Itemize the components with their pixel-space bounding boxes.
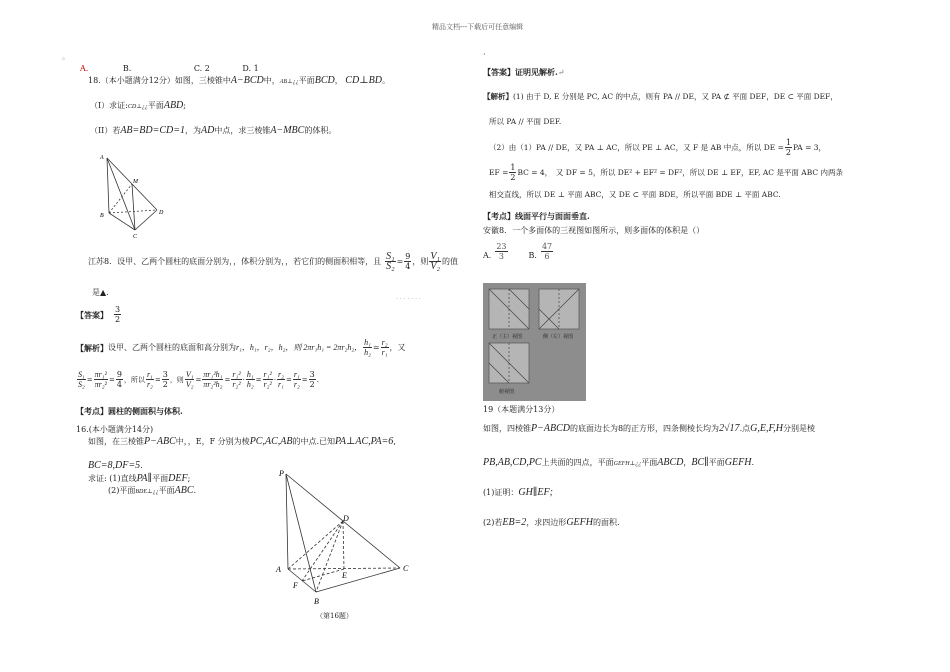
- q16-l1m2: PC,AC,AB: [249, 436, 293, 447]
- q19-l1c: .点: [739, 424, 751, 433]
- frac-h: [246, 370, 255, 389]
- q18-figure: [95, 150, 175, 240]
- three-views-image: [483, 283, 586, 401]
- q16-solution-p1: [483, 92, 838, 102]
- q19-l4c: 的面积.: [592, 518, 620, 527]
- frac-s-num: S₁: [78, 370, 85, 379]
- js8-dots: . . . . . . .: [396, 294, 421, 301]
- q19-l1m2: 2√17: [719, 423, 740, 434]
- frac-v-den: V₂: [185, 380, 194, 389]
- q16-l4c: .: [193, 486, 197, 495]
- js8-frac-v-num: V₁: [430, 251, 440, 262]
- q19-line-3: [483, 488, 553, 498]
- q16-solution-p3-num: 1: [510, 163, 516, 172]
- frac-r2b-den: r₂²: [263, 380, 272, 389]
- js8-answer-frac: [114, 305, 121, 324]
- q16-answer: [483, 67, 565, 78]
- q18-p2-math-3: A−MBC: [270, 125, 305, 136]
- frac-32b-den: 2: [309, 380, 315, 389]
- q19-l4m: EB=2: [502, 517, 527, 528]
- js8-solution-vars: r₁，h₁，r₂，h₂，则 2πr₁h₁ = 2πr₂h₂，: [236, 342, 363, 352]
- ah8-option-a-frac: [495, 242, 507, 261]
- js8-solution-you: ，又: [389, 342, 406, 352]
- frac-h-den: h₂: [246, 380, 254, 389]
- frac-94-den: 4: [116, 380, 122, 389]
- q18-math-3: BCD: [314, 75, 335, 86]
- frac-32b-num: 3: [309, 370, 315, 379]
- q16-title: 16.(本小题满分14分): [76, 425, 154, 434]
- frac-pir-den: πr₂²: [94, 380, 107, 389]
- q16-l1a: 如图，在三棱锥: [88, 437, 144, 446]
- js8-solution-frac-h-den: h₂: [364, 348, 371, 357]
- q16-fig-label-c: C: [403, 564, 409, 573]
- q16-l3m2: DEF: [168, 473, 188, 484]
- frac-r1r2-den: r₂: [293, 380, 300, 389]
- q16-answer-label: 【答案】: [483, 67, 515, 77]
- js8-frac-v-den: V₂: [430, 261, 440, 272]
- q16-l3c: ;: [187, 474, 191, 483]
- q16-fig-label-e: E: [342, 571, 347, 580]
- q16-fig-label-b: B: [314, 597, 319, 606]
- ah8-options: [483, 242, 554, 261]
- js8-kaodian-text: 圆柱的侧面积与体积.: [108, 406, 183, 416]
- js8-frac-94-num: 9: [405, 252, 411, 261]
- q19-l3m: GH∥EF;: [518, 487, 553, 498]
- ah8-stem: 安徽8．一个多面体的三视图如图所示，则多面体的体积是（）: [483, 226, 705, 235]
- q16-fig-label-f: F: [293, 581, 298, 590]
- q19-l2b: 平面: [641, 458, 658, 467]
- top-view-caption: 俯视图: [499, 390, 515, 395]
- js8-line-2: 是▲.: [92, 288, 109, 297]
- q16-fig-label-d: D: [343, 514, 349, 523]
- q16-caption: （第16题）: [316, 612, 353, 620]
- ah8-option-b-num: 47: [541, 242, 553, 251]
- frac-pirh: [202, 370, 223, 389]
- option-a: A.: [80, 64, 89, 73]
- js8-solution-line-2: $\frac{\text{S₁}}{\text{S₂}}$ = $\frac{\text{πr₁²}}{\text{πr₂²}}$ = $\frac{9}{4}$ ，所以 $\frac{\text{r₁}}{\text{r₂}}$ = $\frac{3}{2}$ ，则 $\frac{\text{V₁}}{\text{V₂}}$ = $\frac{\text{πr₁²h₁}}{\text{πr₂²h₂}}$ = $\frac{\text{r₁²}}{\text{r₂²}}$ · $\frac{\text{h₁}}{\text{h₂}}$ = $\frac{\text{r₁²}}{\text{r₂²}}$ · $\frac{\text{r₂}}{\text{r₁}}$ = $\frac{\text{r₁}}{\text{r₂}}$ = $\frac{3}{2}$ .: [78, 370, 319, 389]
- q19-line-2: [483, 458, 754, 469]
- frac-r: [146, 370, 154, 389]
- q19-l2m5: GEFH: [724, 457, 752, 468]
- q16-l1b: 中，，E，F 分别为棱: [175, 437, 250, 446]
- q16-kaodian-text: 线面平行与面面垂直.: [515, 211, 590, 221]
- js8-stem: [88, 252, 458, 271]
- q16-solution-p4: 相交直线，所以 DE ⊥ 平面 ABC，又 DE ⊂ 平面 BDE，所以平面 BDE ⊥ 平面 ABC.: [489, 190, 781, 199]
- q18-intro: 18.（本小题满分12分）如图，三棱锥中: [88, 76, 231, 85]
- q16-answer-text: 证明见解析.: [515, 67, 558, 77]
- frac-32a-num: 3: [162, 370, 168, 379]
- q19-l2e: .: [751, 458, 754, 467]
- frac-r2: [231, 370, 241, 389]
- q16-l1c: 的中点.已知: [292, 437, 336, 446]
- js8-solution-frac-r-num: r₂: [381, 338, 388, 347]
- q18-p2-mid-2: 中点，求三棱锥: [214, 126, 271, 135]
- q19-l2a: 上共面的四点，平面: [541, 458, 614, 467]
- q19-l4b: ，求四边形: [526, 518, 567, 527]
- q16-solution-p2-end: PA = 3，: [792, 142, 827, 152]
- ah8-option-b-frac: [541, 242, 553, 261]
- js8-solution-frac-h: [363, 338, 372, 357]
- corner-mark-left: 。: [62, 52, 70, 61]
- ah8-option-a-num: 23: [496, 242, 507, 251]
- js8-frac-s: [385, 252, 395, 271]
- q18-end: 。: [381, 76, 390, 85]
- frac-s: [77, 370, 86, 389]
- q16-solution-p2-text: （2）由（1）PA // DE，又 PA ⊥ AC，所以 PE ⊥ AC，又 F 是 AB 中点，所以 DE =: [489, 142, 784, 152]
- q16-solution-p3-frac: [509, 163, 516, 182]
- q16-l1m3: PA⊥AC,PA=6: [335, 436, 394, 447]
- q19-line-4: [483, 518, 620, 528]
- js8-frac-s-num: S₁: [386, 251, 395, 262]
- option-b: B.: [122, 64, 132, 73]
- q18-fig-label-a: A: [100, 155, 104, 161]
- js8-suoyi: ，所以: [123, 375, 145, 384]
- q18-mid: 中，: [263, 76, 280, 85]
- q19-l1b: 的底面边长为8的正方形，四条侧棱长均为: [569, 424, 720, 433]
- q18-p1-label: （I）求证:: [90, 101, 128, 110]
- q18-math-1: A−BCD: [230, 75, 264, 86]
- frac-r2-den: r₂²: [232, 380, 241, 389]
- q18-p2-math-2: AD: [201, 125, 215, 136]
- q16-line-1: [88, 437, 396, 447]
- q19-line-1: [483, 424, 815, 434]
- q16-solution-p2-num: 1: [785, 138, 791, 147]
- js8-solution-end: .: [316, 375, 319, 384]
- ah8-option-a-den: 3: [498, 252, 504, 261]
- answer-options: [80, 64, 259, 74]
- q18-p2-end: 的体积。: [304, 126, 337, 135]
- q19-l3a: (1)证明：: [483, 488, 519, 497]
- q16-solution-p1b: 所以 PA // 平面 DEF.: [489, 117, 562, 126]
- frac-pirh-num: πr₁²h₁: [203, 370, 223, 379]
- frac-r2-num: r₁²: [232, 370, 241, 379]
- q19-l1a: 如图，四棱锥: [483, 424, 531, 433]
- q19-l2m2: GEFH⊥¿¿: [613, 461, 642, 467]
- q18-part-2: [90, 126, 336, 136]
- frac-rr-num: r₂: [278, 370, 284, 379]
- q18-fig-label-d: D: [159, 210, 164, 216]
- js8-solution-line-1: 【解析】 设甲、乙两个圆柱的底面和高分别为 r₁，h₁，r₂，h₂，则 2πr₁h₁ = 2πr₂h₂， $\frac{\text{h₁}}{\text{h₂}}$ = $\frac{\text{r₂}}{\text{r₁}}$ ，又: [76, 338, 406, 357]
- js8-answer: [76, 305, 122, 324]
- q19-l1m3: G,E,F,H: [750, 423, 783, 434]
- q18-p2-label: （II）若: [90, 126, 121, 135]
- q16-line-2: [88, 461, 143, 471]
- ah8-option-b-den: 6: [544, 252, 550, 261]
- q16-kaodian: [483, 211, 590, 222]
- q18-p1-math-2: ABD: [163, 100, 184, 111]
- page-header: 精品文档---下载后可任意编辑: [432, 23, 524, 31]
- q18-p1-end: ;: [183, 101, 186, 110]
- q19-l4m2: GEFH: [566, 517, 593, 528]
- frac-rr-den: r₁: [278, 380, 284, 389]
- option-d: D. 1: [242, 64, 259, 73]
- frac-32a-den: 2: [162, 380, 168, 389]
- js8-kaodian: [76, 406, 183, 417]
- js8-eq: =: [396, 256, 404, 266]
- q16-fig-label-p: P: [279, 469, 284, 478]
- q18-stem: 18.（本小题满分12分）如图，三棱锥中A−BCD中，AB⊥¿¿平面BCD， CD⊥BD。: [88, 75, 390, 86]
- js8-answer-num: 3: [115, 305, 121, 314]
- q16-line-3: [88, 474, 190, 484]
- q16-solution-p3a: EF =: [489, 167, 509, 177]
- js8-solution-label: 【解析】: [76, 342, 108, 353]
- frac-pir-num: πr₁²: [94, 370, 107, 379]
- q16-l3m: PA∥: [136, 473, 153, 484]
- q18-p1-plane: 平面: [147, 101, 164, 110]
- js8-tail: 的值: [441, 256, 458, 266]
- q16-l1m: P−ABC: [144, 436, 176, 447]
- js8-solution-frac-r: [381, 338, 389, 357]
- q18-p2-math: AB=BD=CD=1: [120, 125, 186, 136]
- js8-solution-frac-h-num: h₁: [364, 338, 371, 347]
- frac-pirh-den: πr₂²h₂: [203, 380, 223, 389]
- q16-kaodian-label: 【考点】: [483, 211, 515, 221]
- q19-l2m3: ABCD: [657, 457, 684, 468]
- frac-94-num: 9: [116, 370, 122, 379]
- q16-solution-label: 【解析】: [483, 92, 513, 101]
- ah8-option-a-label: A.: [483, 251, 492, 260]
- q16-solution-p2-frac: [785, 138, 792, 157]
- frac-rr: [277, 370, 285, 389]
- js8-frac-s-den: S₂: [386, 261, 395, 272]
- frac-pir: [94, 370, 108, 389]
- q19-l1m: P−ABCD: [531, 423, 570, 434]
- q16-figure: [270, 464, 420, 614]
- option-c: C. 2: [193, 64, 210, 73]
- js8-frac-94: [404, 252, 411, 271]
- q16-l4m2: ABC: [174, 485, 194, 496]
- q16-solution-p3-den: 2: [510, 173, 516, 182]
- frac-94: [116, 370, 123, 389]
- js8-kaodian-label: 【考点】: [76, 406, 108, 416]
- frac-r1r2-num: r₁: [293, 370, 300, 379]
- q16-solution-p2-den: 2: [785, 148, 791, 157]
- q18-math-4: CD⊥BD: [345, 75, 382, 86]
- q19-l2m4: BC∥: [691, 457, 709, 468]
- q16-l3a: 求证: (1)直线: [88, 474, 137, 483]
- js8-ze: ，则: [169, 375, 184, 384]
- frac-s-den: S₂: [78, 380, 85, 389]
- q16-l1d: ,: [393, 437, 396, 446]
- q18-part-1: [90, 101, 186, 112]
- q18-fig-label-c: C: [133, 234, 138, 240]
- q19-l2c: ，: [683, 458, 692, 467]
- frac-r-num: r₁: [146, 370, 153, 379]
- q19-title: 19（本题满分13分）: [483, 405, 560, 414]
- q18-fig-label-m: M: [133, 179, 138, 185]
- front-view-caption: 正（主）视图: [492, 335, 523, 340]
- return-mark-icon: ↵: [557, 68, 565, 77]
- js8-answer-label: 【答案】: [76, 309, 108, 320]
- frac-v: [185, 370, 195, 389]
- frac-v-num: V₁: [185, 370, 194, 379]
- js8-frac-v: [429, 252, 441, 271]
- js8-frac-94-den: 4: [405, 262, 411, 271]
- js8-solution-frac-r-den: r₁: [381, 348, 388, 357]
- q16-solution-p3: [489, 163, 843, 182]
- frac-r2b-num: r₁²: [263, 370, 272, 379]
- frac-r2b: [263, 370, 273, 389]
- q16-l2m: BC=8,DF=5: [88, 460, 141, 471]
- q18-math-2: AB⊥¿¿: [279, 79, 299, 85]
- ah8-option-b-label: B.: [528, 251, 537, 260]
- js8-answer-den: 2: [115, 315, 121, 324]
- q18-fig-label-b: B: [100, 213, 104, 219]
- q19-l2m: PB,AB,CD,PC: [483, 457, 542, 468]
- corner-mark-right: ‘: [483, 52, 486, 61]
- frac-r1r2: [293, 370, 301, 389]
- js8-solution-text: 设甲、乙两个圆柱的底面和高分别为: [108, 342, 236, 352]
- q16-solution-p1-text: (1) 由于 D, E 分别是 PC, AC 的中点，则有 PA // DE，又 PA ⊄ 平面 DEF，DE ⊂ 平面 DEF，: [513, 92, 838, 101]
- q16-l2d: .: [140, 461, 143, 470]
- q19-l2d: 平面: [708, 458, 725, 467]
- q16-l4m: BDE⊥¿¿: [135, 489, 159, 495]
- frac-r-den: r₂: [146, 380, 153, 389]
- q18-plane: 平面: [298, 76, 315, 85]
- js8-text: 江苏8．设甲、乙两个圆柱的底面分别为，，体积分别为，，若它们的侧面积相等，且: [88, 256, 382, 266]
- q18-p2-mid: ，为: [185, 126, 202, 135]
- q16-fig-label-a: A: [276, 565, 281, 574]
- q16-l3b: 平面: [152, 474, 169, 483]
- q19-l4a: (2)若: [483, 518, 503, 527]
- js8-then: ，则: [412, 256, 429, 266]
- q16-l4b: 平面: [158, 486, 175, 495]
- q16-solution-p3b: BC = 4， 又 DF = 5，所以 DE² + EF² = DF²，所以 DE ⊥ EF，EF, AC 是平面 ABC 内两条: [517, 167, 843, 177]
- q16-solution-p2: [489, 138, 826, 157]
- q18-p1-math: CD⊥¿¿: [127, 104, 148, 110]
- q16-l4a: (2)平面: [108, 486, 136, 495]
- q19-l1d: 分别是棱: [782, 424, 815, 433]
- q16-line-4: [108, 486, 196, 497]
- frac-32a: [162, 370, 169, 389]
- side-view-caption: 侧（左）视图: [543, 335, 574, 340]
- frac-h-num: h₁: [246, 370, 254, 379]
- frac-32b: [309, 370, 316, 389]
